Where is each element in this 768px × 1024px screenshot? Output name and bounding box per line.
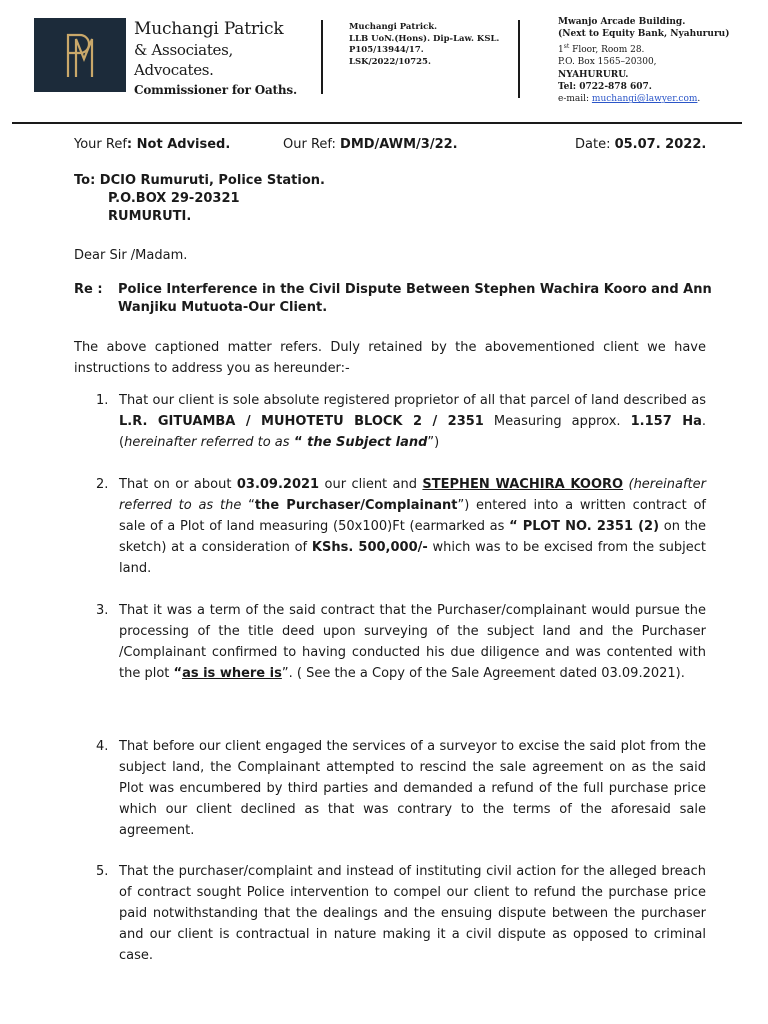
recipient-line: P.O.BOX 29-20321 — [108, 191, 240, 206]
monogram-logo-icon — [50, 25, 110, 85]
address-box: P.O. Box 1565–20300, — [558, 57, 657, 68]
salutation: Dear Sir /Madam. — [74, 248, 188, 263]
item-number: 2. — [96, 477, 109, 492]
recipient-line: RUMURUTI. — [108, 209, 192, 224]
letter-date: Date: 05.07. 2022. — [575, 137, 707, 152]
numbered-paragraph: That it was a term of the said contract that the Purchaser/complainant would pursue the processing of the title deed upon surveying of the subject land and the Purchaser /Complainant confirmed to having conducted his due diligence and was contented with the plot “as is where is”. ( See the a Copy of the Sale Agreement dated 03.09.2021). — [119, 603, 706, 681]
item-number: 1. — [96, 393, 109, 408]
qual-line: Muchangi Patrick. — [349, 22, 438, 32]
qual-line: LLB UoN.(Hons). Dip-Law. KSL. — [349, 33, 500, 44]
numbered-paragraph: That the purchaser/complaint and instead of instituting civil action for the alleged breach of contract sought Police intervention to compel our client to refund the purchase price paid notwithstanding that the dealings and the ensuing dispute between the purchaser and our client is contractual in nature making it a civil dispute as opposed to criminal case. — [119, 864, 706, 963]
subject-line — [74, 281, 714, 317]
numbered-paragraph: That our client is sole absolute registered proprietor of all that parcel of land described as L.R. GITUAMBA / MUHOTETU BLOCK 2 / 2351 Measuring approx. 1.157 Ha. (hereinafter referred to as “ the Subject land”) — [119, 393, 706, 450]
address-tel: Tel: 0722-878 607. — [558, 82, 652, 93]
address-email: e-mail: muchangi@lawyer.com. — [558, 94, 701, 105]
firm-logo — [34, 18, 126, 92]
address-town: NYAHURURU. — [558, 69, 629, 80]
advocate-qualifications — [349, 22, 509, 68]
intro-paragraph: The above captioned matter refers. Duly retained by the abovementioned client we have instructions to address you as hereunder:- — [74, 340, 706, 376]
recipient-line: To: DCIO Rumuruti, Police Station. — [74, 173, 325, 188]
recipient-address — [74, 172, 325, 226]
numbered-paragraph: That before our client engaged the services of a surveyor to excise the said plot from the subject land, the Complainant attempted to rescind the sale agreement on as the said Plot was encumbered by third parties and demanded a refund of the full purchase price which our client declined as that was contrary to the terms of the aforesaid sale agreement. — [119, 739, 706, 838]
firm-tagline: Commissioner for Oaths. — [134, 83, 297, 97]
header-rule — [12, 122, 742, 124]
firm-name-line1: Muchangi Patrick — [134, 19, 284, 39]
address-building: Mwanjo Arcade Building. — [558, 17, 686, 27]
subject-label: Re : — [74, 282, 103, 297]
header-divider — [518, 20, 520, 98]
subject-text: Police Interference in the Civil Dispute Between Stephen Wachira Kooro and Ann Wanjiku Mutuota-Our Client. — [118, 282, 712, 315]
item-number: 4. — [96, 739, 109, 754]
item-number: 5. — [96, 864, 109, 879]
firm-address — [558, 16, 758, 106]
firm-name-block — [134, 18, 314, 100]
email-link[interactable]: muchangi@lawyer.com — [591, 94, 698, 105]
header-divider — [321, 20, 323, 94]
qual-line: LSK/2022/10725. — [349, 56, 431, 67]
qual-line: P105/13944/17. — [349, 45, 424, 55]
numbered-paragraph: That on or about 03.09.2021 our client and STEPHEN WACHIRA KOORO (hereinafter referred to as the “the Purchaser/Complainant”) entered into a written contract of sale of a Plot of land measuring (50x100)Ft (earmarked as “ PLOT NO. 2351 (2) on the sketch) at a consideration of KShs. 500,000/- which was to be excised from the subject land. — [119, 477, 707, 576]
item-number: 3. — [96, 603, 109, 618]
address-floor: 1st Floor, Room 28. — [558, 42, 645, 55]
your-ref: Your Ref: Not Advised. — [74, 137, 231, 152]
firm-name-line2: & Associates, Advocates. — [134, 41, 233, 79]
our-ref: Our Ref: DMD/AWM/3/22. — [283, 137, 458, 152]
address-landmark: (Next to Equity Bank, Nyahururu) — [558, 29, 730, 40]
